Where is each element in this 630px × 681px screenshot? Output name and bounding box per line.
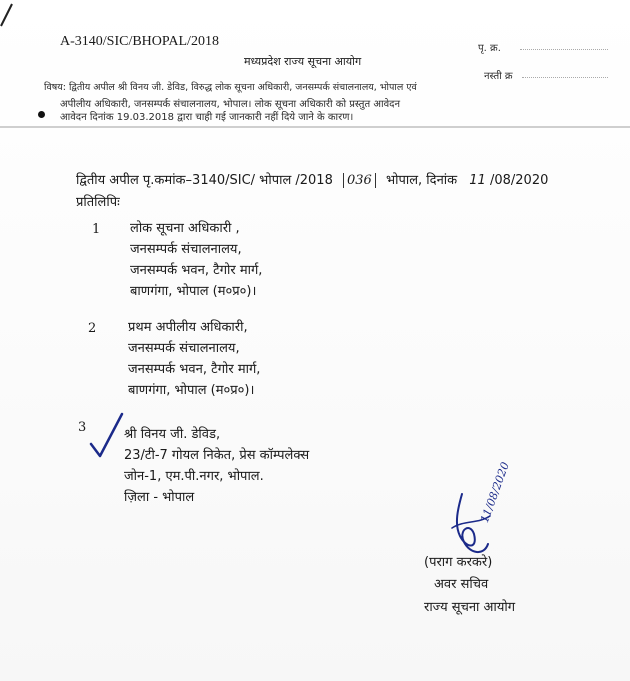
address-line: जनसम्पर्क संचालनालय,: [130, 242, 242, 257]
address-line: बाणगंगा, भोपाल (म०प्र०)।: [128, 383, 255, 398]
corner-pen-mark: [0, 2, 16, 28]
office-heading: मध्यप्रदेश राज्य सूचना आयोग: [244, 55, 362, 68]
address-line: 23/टी-7 गोयल निकेत, प्रेस कॉम्पलेक्स: [124, 448, 310, 463]
copy-label: प्रतिलिपिः: [76, 195, 120, 210]
file-page-blank: [522, 77, 608, 78]
recipient-number: 3: [78, 420, 87, 435]
subject-line-1: विषय: द्वितीय अपील श्री विनय जी. डेविड, विरुद्ध लोक सूचना अधिकारी, जनसम्पर्क संचालनालय, भोपाल एवं: [44, 82, 417, 93]
fold-line: [0, 126, 630, 128]
recipient-number: 2: [88, 321, 97, 336]
address-line: ज़िला - भोपाल: [124, 490, 195, 505]
place-date-prefix: भोपाल, दिनांक: [385, 173, 458, 188]
address-line: प्रथम अपीलीय अधिकारी,: [128, 320, 248, 335]
address-line: जनसम्पर्क भवन, टैगोर मार्ग,: [130, 263, 263, 278]
reference-text: द्वितीय अपील पृ.कमांक–3140/SIC/ भोपाल /2018: [76, 173, 333, 188]
signatory-designation: अवर सचिव: [434, 577, 489, 592]
date-rest: /08/2020: [489, 173, 549, 188]
pk-label: पृ. क्र.: [478, 43, 501, 54]
file-reference: A-3140/SIC/BHOPAL/2018: [60, 34, 219, 49]
address-line: जनसम्पर्क संचालनालय,: [128, 341, 240, 356]
pk-blank: [520, 49, 608, 50]
reference-line: [76, 170, 548, 188]
signatory-name: (पराग करकरे): [424, 555, 493, 570]
recipient-address-block: [124, 424, 309, 508]
address-line: जोन-1, एम.पी.नगर, भोपाल.: [124, 469, 264, 484]
file-page-label: नस्ती क्र: [484, 71, 513, 82]
subject-line-2: अपीलीय अधिकारी, जनसम्पर्क संचालनालय, भोपाल। लोक सूचना अधिकारी को प्रस्तुत आवेदन: [60, 99, 401, 110]
address-line: श्री विनय जी. डेविड,: [124, 427, 221, 442]
address-line: जनसम्पर्क भवन, टैगोर मार्ग,: [128, 362, 261, 377]
signature-date: 11/08/2020: [478, 460, 512, 525]
reference-number: 036: [343, 173, 376, 188]
checkmark-icon: [88, 410, 128, 460]
date-day: 11: [469, 173, 486, 188]
recipient-address-block: [130, 218, 262, 302]
subject-line-3: आवेदन दिनांक 19.03.2018 द्वारा चाही गई जानकारी नहीं दिये जाने के कारण।: [60, 112, 354, 123]
signatory-office: राज्य सूचना आयोग: [424, 600, 516, 615]
recipient-number: 1: [92, 222, 101, 237]
address-line: लोक सूचना अधिकारी ,: [130, 221, 240, 236]
address-line: बाणगंगा, भोपाल (म०प्र०)।: [130, 284, 257, 299]
hole-punch-dot: [38, 111, 45, 118]
recipient-address-block: [128, 317, 260, 401]
